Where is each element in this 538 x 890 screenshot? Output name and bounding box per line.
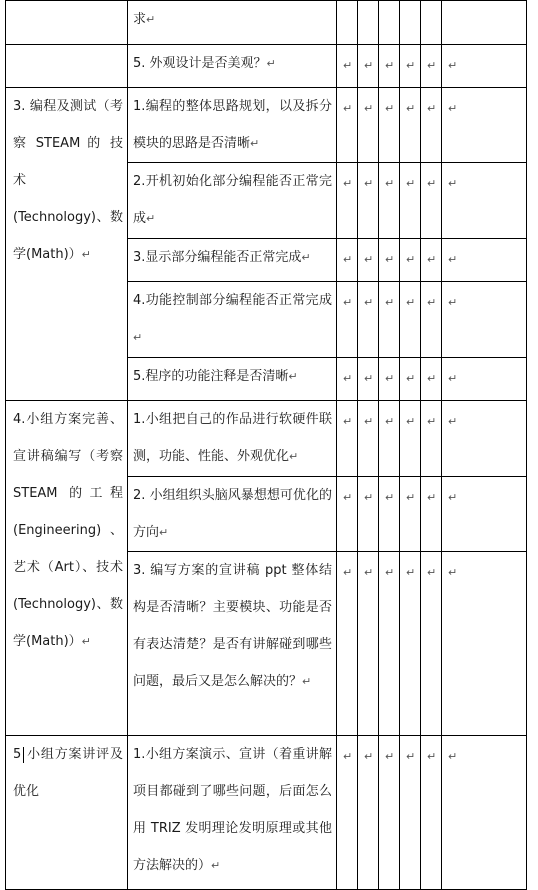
category-cell <box>6 1 128 45</box>
score-cell[interactable]: ↵ <box>379 163 400 239</box>
score-cell[interactable]: ↵ <box>400 736 421 890</box>
category-cell: 4.小组方案完善、宣讲稿编写（考察 STEAM 的工程 (Engineering)、艺术（Art）、技术 (Technology)、数学(Math)）↵ <box>6 401 128 736</box>
score-cell[interactable]: ↵ <box>358 552 379 736</box>
score-cell[interactable] <box>442 1 527 45</box>
score-cell[interactable]: ↵ <box>421 282 442 358</box>
score-cell[interactable] <box>379 1 400 45</box>
score-cell[interactable]: ↵ <box>442 282 527 358</box>
score-cell[interactable]: ↵ <box>442 358 527 401</box>
score-cell[interactable]: ↵ <box>358 477 379 552</box>
score-cell[interactable]: ↵ <box>442 45 527 88</box>
criterion-cell: 1.小组把自己的作品进行软硬件联测，功能、性能、外观优化↵ <box>128 401 337 477</box>
criterion-cell: 5. 外观设计是否美观？↵ <box>128 45 337 88</box>
score-cell[interactable]: ↵ <box>421 88 442 163</box>
score-cell[interactable]: ↵ <box>379 88 400 163</box>
score-cell[interactable]: ↵ <box>358 88 379 163</box>
score-cell[interactable]: ↵ <box>442 736 527 890</box>
score-cell[interactable]: ↵ <box>442 401 527 477</box>
score-cell[interactable]: ↵ <box>442 477 527 552</box>
score-cell[interactable]: ↵ <box>358 239 379 282</box>
score-cell[interactable]: ↵ <box>400 401 421 477</box>
score-cell[interactable] <box>337 1 358 45</box>
score-cell[interactable]: ↵ <box>421 552 442 736</box>
score-cell[interactable]: ↵ <box>379 282 400 358</box>
criterion-cell: 3. 编写方案的宣讲稿 ppt 整体结构是否清晰？主要模块、功能是否有表达清楚？是否有讲解碰到哪些问题，最后又是怎么解决的？↵ <box>128 552 337 736</box>
score-cell[interactable]: ↵ <box>400 358 421 401</box>
criterion-cell: 2.开机初始化部分编程能否正常完成↵ <box>128 163 337 239</box>
score-cell[interactable]: ↵ <box>337 477 358 552</box>
score-cell[interactable]: ↵ <box>337 552 358 736</box>
text-cursor <box>23 747 24 763</box>
criterion-cell: 3.显示部分编程能否正常完成↵ <box>128 239 337 282</box>
table-row <box>6 45 527 88</box>
category-cell <box>6 45 128 88</box>
score-cell[interactable]: ↵ <box>379 477 400 552</box>
score-cell[interactable]: ↵ <box>421 358 442 401</box>
score-cell[interactable]: ↵ <box>379 239 400 282</box>
criterion-cell: 2. 小组组织头脑风暴想想可优化的方向↵ <box>128 477 337 552</box>
score-cell[interactable]: ↵ <box>337 88 358 163</box>
score-cell[interactable]: ↵ <box>442 163 527 239</box>
category-cell: 5 小组方案讲评及优化 <box>6 736 128 890</box>
score-cell[interactable]: ↵ <box>421 45 442 88</box>
score-cell[interactable]: ↵ <box>358 401 379 477</box>
score-cell[interactable]: ↵ <box>421 401 442 477</box>
score-cell[interactable]: ↵ <box>337 282 358 358</box>
score-cell[interactable]: ↵ <box>358 45 379 88</box>
criterion-cell: 4.功能控制部分编程能否正常完成↵ <box>128 282 337 358</box>
score-cell[interactable] <box>358 1 379 45</box>
score-cell[interactable]: ↵ <box>358 736 379 890</box>
score-cell[interactable]: ↵ <box>379 401 400 477</box>
score-cell[interactable]: ↵ <box>379 552 400 736</box>
score-cell[interactable]: ↵ <box>421 477 442 552</box>
score-cell[interactable]: ↵ <box>379 358 400 401</box>
score-cell[interactable]: ↵ <box>400 45 421 88</box>
score-cell[interactable]: ↵ <box>379 45 400 88</box>
score-cell[interactable]: ↵ <box>400 282 421 358</box>
score-cell[interactable] <box>421 1 442 45</box>
criterion-cell: 求↵ <box>128 1 337 45</box>
score-cell[interactable]: ↵ <box>337 163 358 239</box>
score-cell[interactable]: ↵ <box>337 45 358 88</box>
score-cell[interactable]: ↵ <box>337 736 358 890</box>
table-row <box>6 88 527 163</box>
score-cell[interactable]: ↵ <box>400 477 421 552</box>
score-cell[interactable]: ↵ <box>358 163 379 239</box>
score-cell[interactable]: ↵ <box>337 239 358 282</box>
score-cell[interactable]: ↵ <box>421 239 442 282</box>
category-cell: 3. 编程及测试（考察 STEAM 的 技 术 (Technology)、数学(Math)）↵ <box>6 88 128 401</box>
score-cell[interactable]: ↵ <box>358 358 379 401</box>
criterion-cell: 1.小组方案演示、宣讲（着重讲解项目都碰到了哪些问题，后面怎么用 TRIZ 发明理论发明原理或其他方法解决的）↵ <box>128 736 337 890</box>
score-cell[interactable]: ↵ <box>379 736 400 890</box>
table-row <box>6 401 527 477</box>
table-row <box>6 1 527 45</box>
score-cell[interactable]: ↵ <box>400 88 421 163</box>
score-cell[interactable]: ↵ <box>358 282 379 358</box>
score-cell[interactable]: ↵ <box>442 88 527 163</box>
score-cell[interactable]: ↵ <box>337 358 358 401</box>
criterion-cell: 5.程序的功能注释是否清晰↵ <box>128 358 337 401</box>
score-cell[interactable]: ↵ <box>442 239 527 282</box>
score-cell[interactable]: ↵ <box>400 239 421 282</box>
score-cell[interactable]: ↵ <box>421 163 442 239</box>
table-row <box>6 736 527 890</box>
evaluation-table <box>5 0 527 890</box>
score-cell[interactable]: ↵ <box>400 163 421 239</box>
criterion-cell: 1.编程的整体思路规划，以及拆分模块的思路是否清晰↵ <box>128 88 337 163</box>
score-cell[interactable]: ↵ <box>442 552 527 736</box>
score-cell[interactable]: ↵ <box>337 401 358 477</box>
score-cell[interactable] <box>400 1 421 45</box>
score-cell[interactable]: ↵ <box>421 736 442 890</box>
score-cell[interactable]: ↵ <box>400 552 421 736</box>
